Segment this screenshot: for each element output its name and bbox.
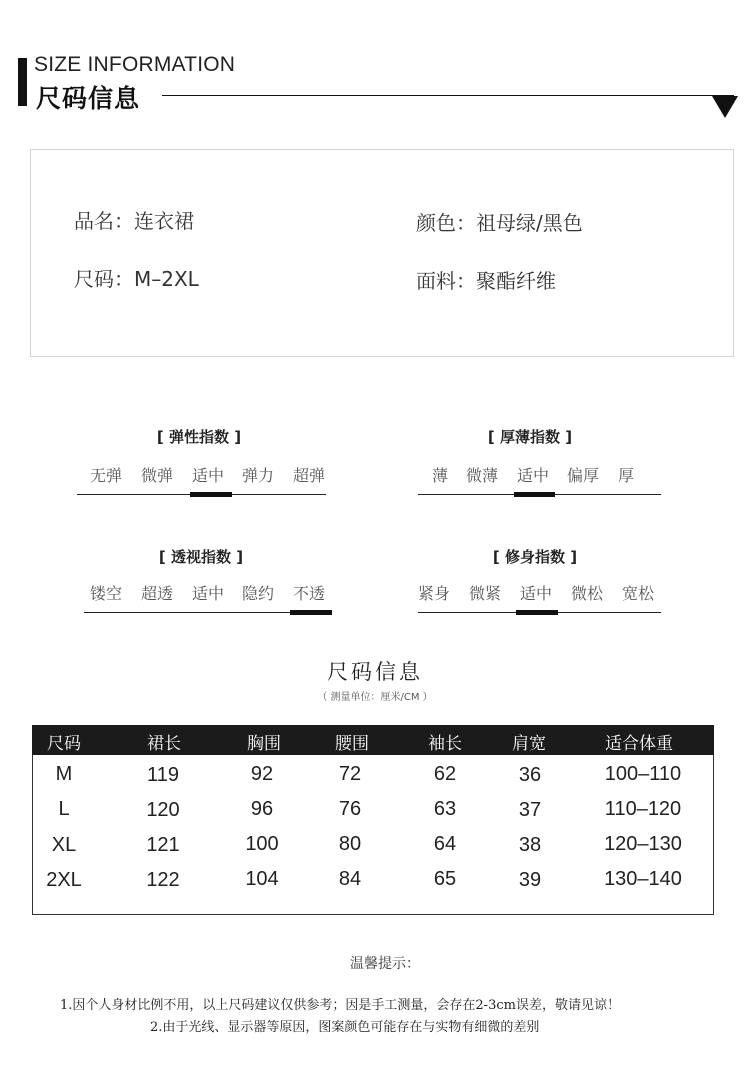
sheerness-option: 超透 — [140, 584, 174, 603]
fit-option: 紧身 — [417, 584, 451, 603]
table-cell: 63 — [433, 798, 457, 820]
table-cell: 80 — [338, 833, 362, 855]
table-cell: 120 — [146, 799, 180, 821]
tips-line-1: 1.因个人身材比例不用，以上尺码建议仅供参考；因是手工测量，会存在2-3cm误差，敬请见谅！ — [60, 998, 620, 1013]
product-color: 颜色：祖母绿/黑色 — [416, 211, 583, 235]
table-cell: 100–110 — [604, 763, 682, 785]
header-divider — [162, 95, 734, 96]
thickness-option: 微薄 — [465, 466, 499, 485]
elasticity-index-title: [ 弹性指数 ] — [156, 428, 242, 446]
sheerness-option: 适中 — [191, 584, 225, 603]
thickness-option: 厚 — [617, 466, 635, 485]
thickness-option: 偏厚 — [566, 466, 600, 485]
product-size-range: 尺码：M–2XL — [74, 267, 199, 291]
elasticity-option: 微弹 — [140, 466, 174, 485]
sheerness-option: 隐约 — [241, 584, 275, 603]
table-cell: 37 — [518, 799, 542, 821]
table-cell: 39 — [518, 869, 542, 891]
table-cell: 130–140 — [604, 868, 682, 890]
elasticity-option-selected: 适中 — [191, 466, 225, 485]
table-cell: M — [55, 763, 73, 785]
table-cell: 110–120 — [604, 798, 682, 820]
fit-index-title: [ 修身指数 ] — [492, 548, 578, 566]
thickness-index-title: [ 厚薄指数 ] — [487, 428, 573, 446]
header-accent-bar — [18, 58, 27, 106]
fit-option: 宽松 — [621, 584, 655, 603]
table-cell: 62 — [433, 763, 457, 785]
table-header-cell: 袖长 — [428, 734, 462, 754]
size-table-unit: （ 测量单位：厘米/CM ） — [317, 692, 433, 703]
table-cell: 122 — [146, 869, 180, 891]
table-header-cell: 尺码 — [47, 734, 81, 754]
table-cell: 92 — [250, 763, 274, 785]
product-info-box — [30, 149, 734, 357]
table-cell: XL — [51, 834, 77, 856]
table-cell: 120–130 — [604, 833, 682, 855]
table-cell: L — [58, 798, 70, 820]
elasticity-option: 无弹 — [89, 466, 123, 485]
table-cell: 65 — [433, 868, 457, 890]
elasticity-option: 弹力 — [241, 466, 275, 485]
table-cell: 64 — [433, 833, 457, 855]
product-fabric: 面料：聚酯纤维 — [416, 269, 556, 293]
size-table-title: 尺码信息 — [327, 660, 423, 684]
table-header-cell: 胸围 — [247, 734, 281, 754]
table-cell: 121 — [146, 834, 180, 856]
table-cell: 84 — [338, 868, 362, 890]
table-cell: 104 — [245, 868, 279, 890]
table-cell: 76 — [338, 798, 362, 820]
table-cell: 38 — [518, 834, 542, 856]
table-header-cell: 肩宽 — [512, 734, 546, 754]
elasticity-selected-marker — [190, 492, 232, 497]
table-cell: 2XL — [46, 869, 82, 891]
header-triangle-icon — [712, 96, 738, 118]
table-header-cell: 适合体重 — [605, 734, 673, 754]
sheerness-selected-marker — [290, 610, 332, 615]
header-title-cn: 尺码信息 — [36, 84, 141, 113]
fit-option-selected: 适中 — [519, 584, 553, 603]
fit-selected-marker — [516, 610, 558, 615]
table-cell: 100 — [245, 833, 279, 855]
tips-title: 温馨提示： — [350, 956, 420, 972]
table-header-cell: 腰围 — [335, 734, 369, 754]
fit-option: 微紧 — [468, 584, 502, 603]
table-cell: 119 — [147, 764, 179, 786]
fit-option: 微松 — [570, 584, 604, 603]
thickness-selected-marker — [514, 492, 555, 497]
thickness-option: 薄 — [431, 466, 449, 485]
sheerness-option: 镂空 — [89, 584, 123, 603]
table-cell: 36 — [518, 764, 542, 786]
sheerness-index-title: [ 透视指数 ] — [158, 548, 244, 566]
table-cell: 96 — [250, 798, 274, 820]
product-name: 品名：连衣裙 — [74, 209, 194, 233]
thickness-option-selected: 适中 — [516, 466, 550, 485]
table-cell: 72 — [338, 763, 362, 785]
sheerness-option-selected: 不透 — [292, 584, 326, 603]
header-title-en: SIZE INFORMATION — [34, 53, 236, 76]
tips-line-2: 2.由于光线、显示器等原因，图案颜色可能存在与实物有细微的差别 — [150, 1020, 540, 1035]
table-header-cell: 裙长 — [147, 734, 181, 754]
elasticity-option: 超弹 — [292, 466, 326, 485]
